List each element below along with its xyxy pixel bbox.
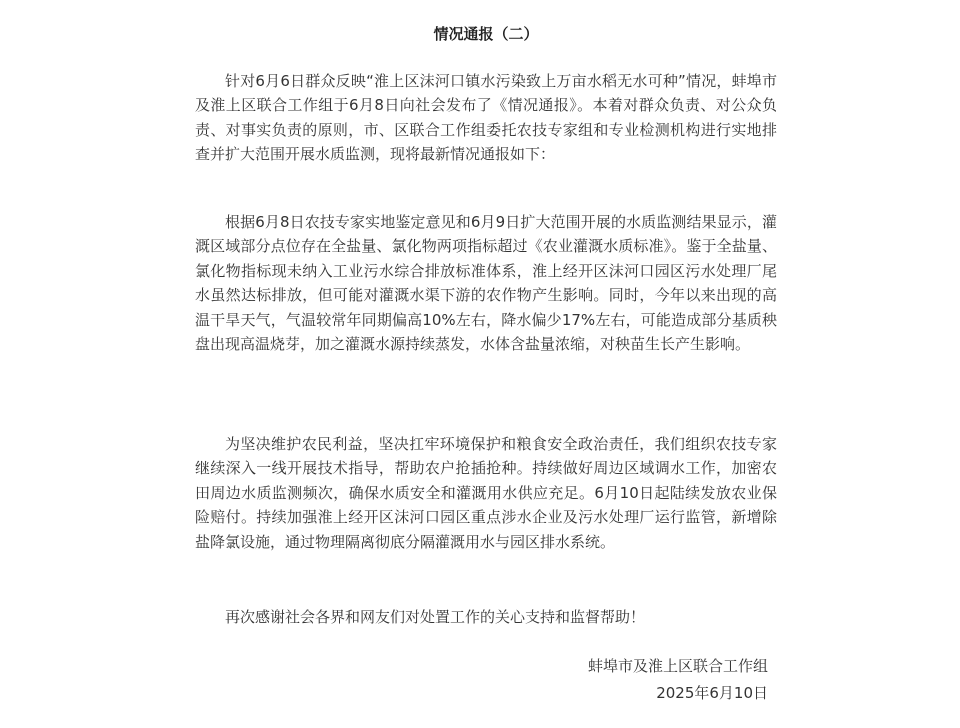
signature-date: 2025年6月10日: [656, 684, 768, 702]
signature-organization: 蚌埠市及淮上区联合工作组: [587, 657, 768, 675]
paragraph-intro: 针对6月6日群众反映“淮上区沫河口镇水污染致上万亩水稻无水可种”情况，蚌埠市及淮上区联合工作组于6月8日向社会发布了《情况通报》。本着对群众负责、对公众负责、对事实负责的原则，市、区联合工作组委托农技专家组和专业检测机构进行实地排查并扩大范围开展水质监测，现将最新情况通报如下：: [195, 72, 777, 164]
paragraph-thanks: 再次感谢社会各界和网友们对处置工作的关心支持和监督帮助！: [225, 608, 646, 626]
document-title: 情况通报（二）: [433, 25, 539, 43]
paragraph-findings: 根据6月8日农技专家实地鉴定意见和6月9日扩大范围开展的水质监测结果显示，灌溉区域部分点位存在全盐量、氯化物两项指标超过《农业灌溉水质标准》。鉴于全盐量、氯化物指标现未纳入工业污水综合排放标准体系，淮上经开区沫河口园区污水处理厂尾水虽然达标排放，但可能对灌溉水渠下游的农作物产生影响。同时，今年以来出现的高温干旱天气，气温较常年同期偏高10%左右，降水偏少17%左右，可能造成部分基质秧盘出现高温烧芽，加之灌溉水源持续蒸发，水体含盐量浓缩，对秧苗生长产生影响。: [195, 213, 777, 354]
paragraph-measures: 为坚决维护农民利益，坚决扛牢环境保护和粮食安全政治责任，我们组织农技专家继续深入一线开展技术指导，帮助农户抢插抢种。持续做好周边区域调水工作，加密农田周边水质监测频次，确保水质安全和灌溉用水供应充足。6月10日起陆续发放农业保险赔付。持续加强淮上经开区沫河口园区重点涉水企业及污水处理厂运行监管，新增除盐降氯设施，通过物理隔离彻底分隔灌溉用水与园区排水系统。: [195, 435, 777, 551]
